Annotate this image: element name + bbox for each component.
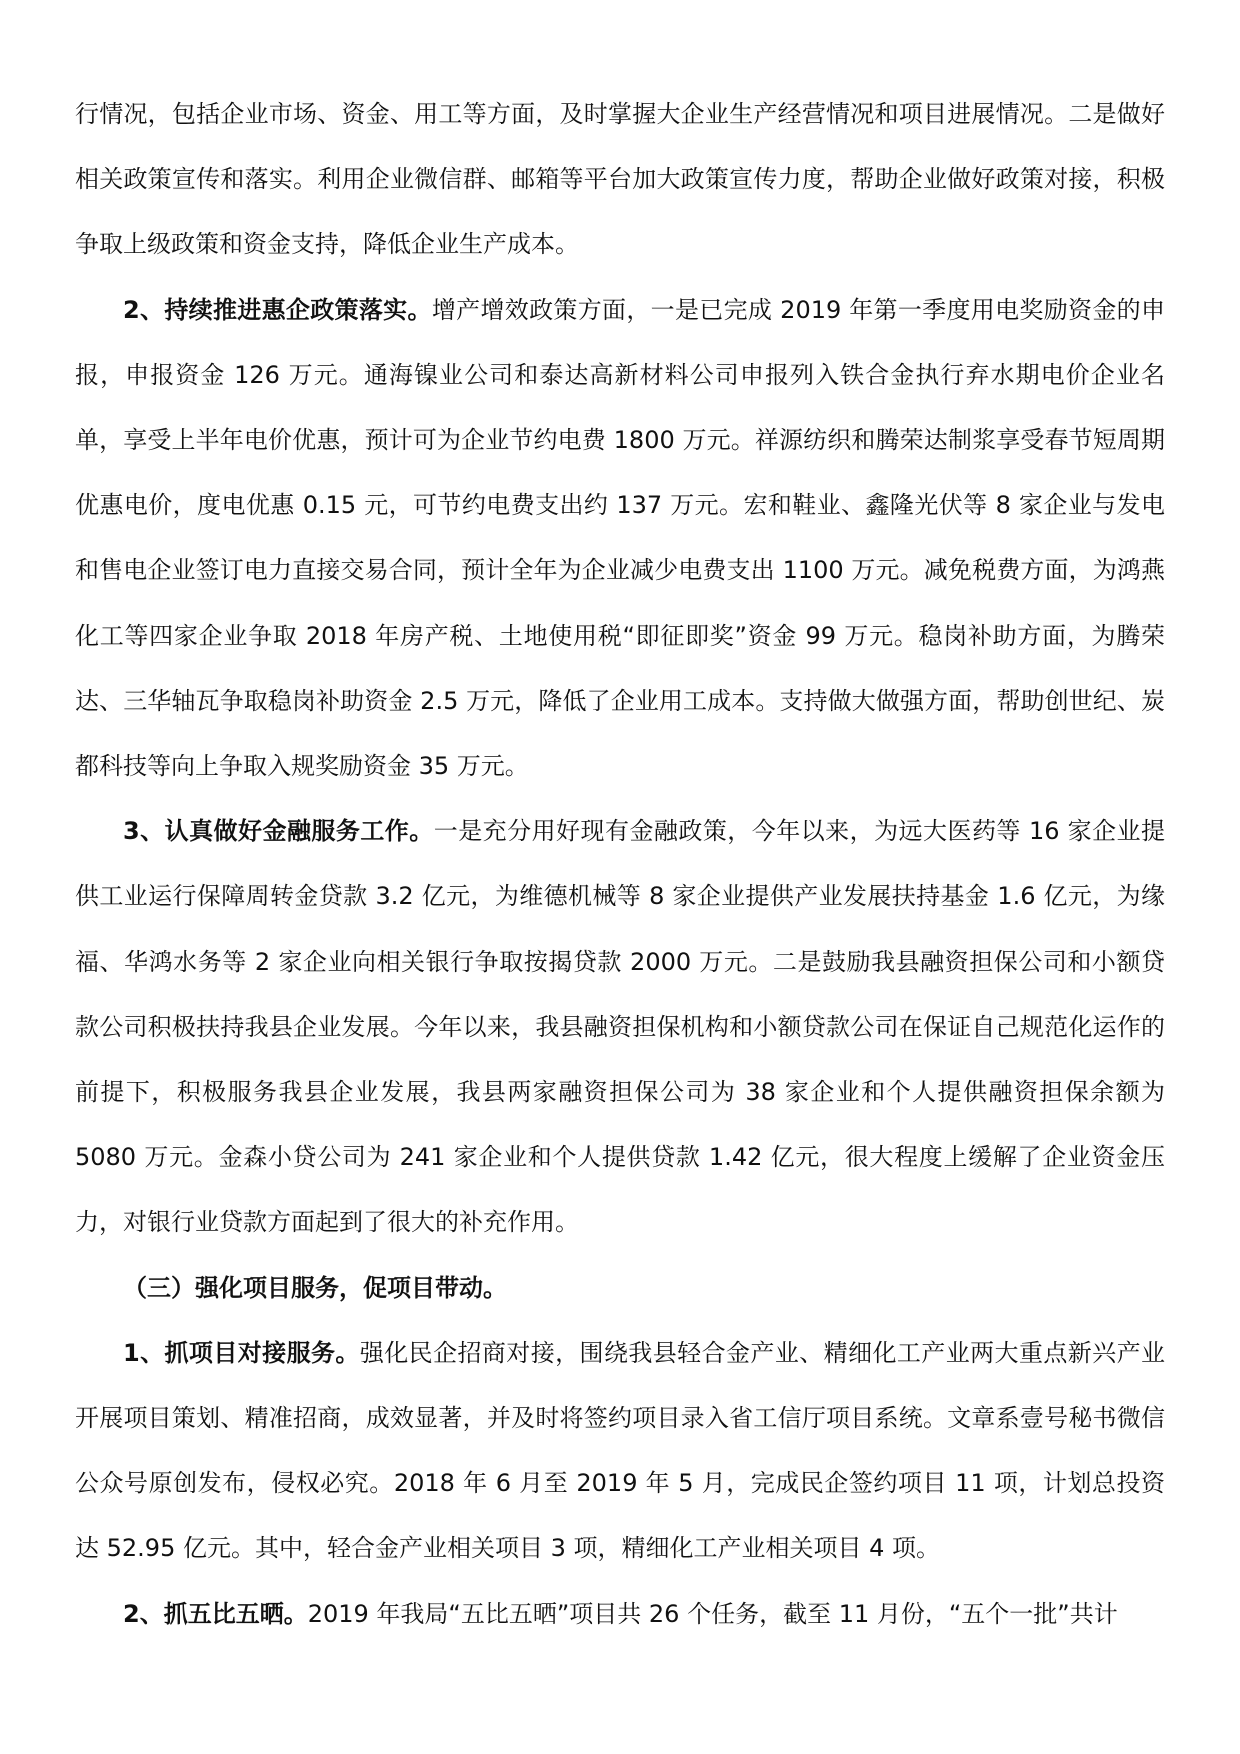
paragraph-lead: 1、抓项目对接服务。: [123, 1338, 360, 1367]
paragraph-text: 增产增效政策方面，一是已完成 2019 年第一季度用电奖励资金的申报，申报资金 126 万元。通海镍业公司和泰达高新材料公司申报列入铁合金执行弃水期电价企业名单，享受上半年电价优惠，预计可为企业节约电费 1800 万元。祥源纺织和腾荣达制浆享受春节短周期优惠电价，度电优惠 0.15 元，可节约电费支出约 137 万元。宏和鞋业、鑫隆光伏等 8 家企业与发电和售电企业签订电力直接交易合同，预计全年为企业减少电费支出 1100 万元。减免税费方面，为鸿燕化工等四家企业争取 2018 年房产税、土地使用税“即征即奖”资金 99 万元。稳岗补助方面，为腾荣达、三华轴瓦争取稳岗补助资金 2.5 万元，降低了企业用工成本。支持做大做强方面，帮助创世纪、炭都科技等向上争取入规奖励资金 35 万元。: [75, 295, 1165, 781]
paragraph-five-compare: [75, 1582, 1165, 1647]
paragraph-text: 强化民企招商对接，围绕我县轻合金产业、精细化工产业两大重点新兴产业开展项目策划、精准招商，成效显著，并及时将签约项目录入省工信厅项目系统。文章系壹号秘书微信公众号原创发布，侵权必究。2018 年 6 月至 2019 年 5 月，完成民企签约项目 11 项，计划总投资达 52.95 亿元。其中，轻合金产业相关项目 3 项，精细化工产业相关项目 4 项。: [75, 1338, 1166, 1563]
paragraph-text: 行情况，包括企业市场、资金、用工等方面，及时掌握大企业生产经营情况和项目进展情况。二是做好相关政策宣传和落实。利用企业微信群、邮箱等平台加大政策宣传力度，帮助企业做好政策对接，积极争取上级政策和资金支持，降低企业生产成本。: [75, 100, 1165, 259]
paragraph-lead: 3、认真做好金融服务工作。: [123, 817, 434, 846]
paragraph-text: 一是充分用好现有金融政策，今年以来，为远大医药等 16 家企业提供工业运行保障周转金贷款 3.2 亿元，为维德机械等 8 家企业提供产业发展扶持基金 1.6 亿元，为缘福、华鸿水务等 2 家企业向相关银行争取按揭贷款 2000 万元。二是鼓励我县融资担保公司和小额贷款公司积极扶持我县企业发展。今年以来，我县融资担保机构和小额贷款公司在保证自己规范化运作的前提下，积极服务我县企业发展，我县两家融资担保公司为 38 家企业和个人提供融资担保余额为 5080 万元。金森小贷公司为 241 家企业和个人提供贷款 1.42 亿元，很大程度上缓解了企业资金压力，对银行业贷款方面起到了很大的补充作用。: [75, 817, 1165, 1237]
section-heading: （三）强化项目服务，促项目带动。: [123, 1273, 507, 1302]
paragraph-finance: [75, 799, 1165, 1255]
paragraph-lead: 2、抓五比五晒。: [123, 1599, 308, 1628]
paragraph-lead: 2、持续推进惠企政策落实。: [123, 295, 432, 324]
document-page: [75, 82, 1165, 1647]
paragraph-policy: [75, 278, 1165, 800]
paragraph-project-service: [75, 1321, 1165, 1582]
paragraph-continuation: [75, 82, 1165, 278]
paragraph-text: 2019 年我局“五比五晒”项目共 26 个任务，截至 11 月份，“五个一批”共计: [307, 1599, 1118, 1628]
